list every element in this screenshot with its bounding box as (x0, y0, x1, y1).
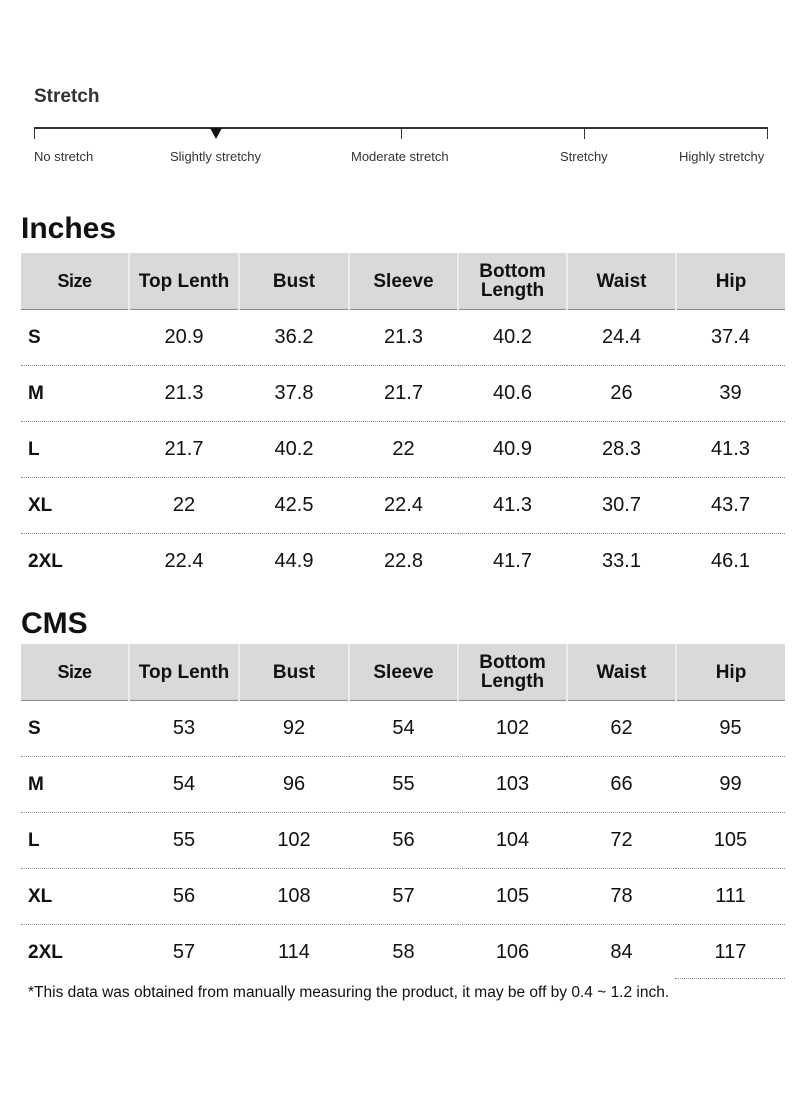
column-header: Bust (239, 644, 349, 701)
measurement-cell: 56 (349, 813, 458, 869)
measurement-cell: 54 (129, 757, 239, 813)
measurement-cell: 21.3 (349, 310, 458, 366)
measurement-cell: 46.1 (711, 550, 750, 572)
table-row (21, 478, 785, 534)
measurement-cell: 39 (676, 366, 785, 422)
measurement-cell: 58 (392, 941, 415, 963)
measurement-cell: 22.4 (349, 478, 458, 534)
measurement-cell: 96 (239, 757, 349, 813)
measurement-cell: 22 (349, 422, 458, 478)
table-header-row (21, 644, 785, 701)
table-row (21, 422, 785, 478)
measurement-cell: 40.2 (458, 310, 567, 366)
measurement-cell: 78 (567, 869, 676, 925)
column-header: Waist (567, 644, 676, 701)
measurement-cell: 21.7 (349, 366, 458, 422)
measurement-cell: 117 (714, 941, 747, 963)
footnote: *This data was obtained from manually measuring the product, it may be off by 0.4 ~ 1.2 inch. (28, 984, 670, 1001)
stretch-tick (401, 127, 402, 139)
measurement-cell: 22.4 (164, 550, 204, 572)
inches-section-title: Inches (21, 212, 117, 245)
measurement-cell: 22 (129, 478, 239, 534)
measurement-cell: 95 (676, 701, 785, 757)
measurement-cell: 55 (129, 813, 239, 869)
column-header: Bottom Length (458, 253, 567, 310)
measurement-cell: 41.3 (458, 478, 567, 534)
measurement-cell: 40.9 (458, 422, 567, 478)
measurement-cell: 102 (239, 813, 349, 869)
measurement-cell: 53 (129, 701, 239, 757)
inches-size-table (21, 253, 785, 589)
measurement-cell: 62 (567, 701, 676, 757)
measurement-cell: 40.2 (239, 422, 349, 478)
measurement-cell: 28.3 (567, 422, 676, 478)
measurement-cell: 37.8 (239, 366, 349, 422)
measurement-cell: 105 (458, 869, 567, 925)
size-cell: XL (21, 478, 129, 534)
column-header: Top Lenth (129, 253, 239, 310)
column-header: Hip (676, 644, 785, 701)
measurement-cell: 55 (349, 757, 458, 813)
stretch-label-stretchy: Stretchy (560, 149, 608, 164)
measurement-cell: 33.1 (602, 550, 641, 572)
measurement-cell: 114 (278, 941, 310, 963)
measurement-cell: 106 (495, 941, 530, 963)
measurement-cell: 102 (458, 701, 567, 757)
cms-size-table (21, 644, 785, 980)
measurement-cell: 36.2 (239, 310, 349, 366)
measurement-cell: 41.7 (493, 550, 532, 572)
measurement-cell: 24.4 (567, 310, 676, 366)
measurement-cell: 108 (239, 869, 349, 925)
size-cell: L (21, 422, 129, 478)
column-header: Bottom Length (458, 644, 567, 701)
stretch-tick (767, 127, 768, 139)
measurement-cell: 84 (610, 941, 633, 963)
table-header-row (21, 253, 785, 310)
measurement-cell: 111 (676, 869, 785, 925)
measurement-cell: 21.7 (129, 422, 239, 478)
size-cell: XL (21, 869, 129, 925)
column-header: Hip (676, 253, 785, 310)
stretch-title: Stretch (34, 86, 100, 107)
table-row (21, 813, 785, 869)
table-row (21, 757, 785, 813)
measurement-cell: 20.9 (129, 310, 239, 366)
measurement-cell: 41.3 (676, 422, 785, 478)
table-row (21, 534, 785, 590)
table-row (21, 366, 785, 422)
table-row (21, 701, 785, 757)
size-cell: 2XL (28, 941, 63, 963)
column-header: Top Lenth (129, 644, 239, 701)
measurement-cell: 57 (172, 941, 196, 963)
measurement-cell: 99 (676, 757, 785, 813)
table-row (21, 310, 785, 366)
column-header: Sleeve (349, 644, 458, 701)
column-header: Size (21, 253, 129, 310)
measurement-cell: 104 (458, 813, 567, 869)
stretch-tick (584, 127, 585, 139)
size-cell: S (21, 310, 129, 366)
measurement-cell: 72 (567, 813, 676, 869)
column-header: Bust (239, 253, 349, 310)
measurement-cell: 105 (676, 813, 785, 869)
stretch-tick (34, 127, 35, 139)
cms-section-title: CMS (21, 607, 88, 640)
size-cell: M (21, 366, 129, 422)
stretch-label-moderate-stretch: Moderate stretch (351, 149, 449, 164)
measurement-cell: 26 (567, 366, 676, 422)
stretch-label-slightly-stretchy: Slightly stretchy (170, 149, 262, 164)
column-header: Size (21, 644, 129, 701)
stretch-marker-icon (210, 128, 222, 139)
measurement-cell: 54 (349, 701, 458, 757)
measurement-cell: 43.7 (676, 478, 785, 534)
measurement-cell: 66 (567, 757, 676, 813)
stretch-label-no-stretch: No stretch (34, 149, 94, 164)
column-header: Sleeve (349, 253, 458, 310)
measurement-cell: 40.6 (458, 366, 567, 422)
table-row (21, 925, 785, 981)
stretch-label-highly-stretchy: Highly stretchy (679, 149, 765, 164)
table-row (21, 869, 785, 925)
measurement-cell: 92 (239, 701, 349, 757)
column-header: Waist (567, 253, 676, 310)
measurement-cell: 57 (349, 869, 458, 925)
measurement-cell: 103 (458, 757, 567, 813)
measurement-cell: 30.7 (567, 478, 676, 534)
measurement-cell: 37.4 (676, 310, 785, 366)
measurement-cell: 56 (129, 869, 239, 925)
size-cell: L (21, 813, 129, 869)
table-end-divider (675, 978, 785, 979)
size-cell: 2XL (28, 550, 63, 572)
measurement-cell: 21.3 (129, 366, 239, 422)
measurement-cell: 44.9 (274, 550, 314, 572)
size-cell: S (21, 701, 129, 757)
measurement-cell: 22.8 (384, 550, 423, 572)
measurement-cell: 42.5 (239, 478, 349, 534)
size-cell: M (21, 757, 129, 813)
